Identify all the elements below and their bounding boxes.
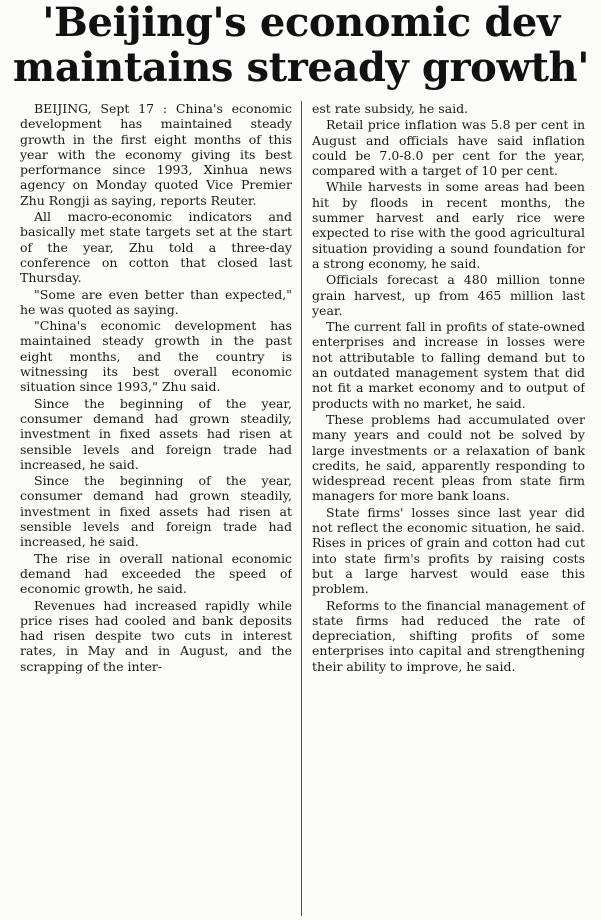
paragraph: BEIJING, Sept 17 : China's economic development has maintained steady growth in the first eight months of this year with the economy giving its best performance since 1993, Xinhua news agency on Monday quoted Vice Premier Zhu Rongji as saying, reports Reuter. [20, 101, 292, 208]
paragraph: Retail price inflation was 5.8 per cent in August and officials have said inflation could be 7.0-8.0 per cent for the year, compared with a target of 10 per cent. [312, 117, 585, 179]
column-divider [301, 101, 302, 916]
paragraph: The rise in overall national economic demand had exceeded the speed of economic growth, he said. [20, 550, 292, 597]
paragraph: Reforms to the financial management of state firms had reduced the rate of depreciation, shifting profits of some enterprises into capital and strengthening their ability to improve, he said. [312, 597, 585, 674]
paragraph: These problems had accumulated over many years and could not be solved by large investments or a relaxation of bank credits, he said, apparently responding to widespread recent pleas from state firm managers for more bank loans. [312, 411, 585, 504]
headline [6, 0, 596, 90]
paragraph: All macro-economic indicators and basically met state targets set at the start of the year, Zhu told a three-day conference on cotton that closed last Thursday. [20, 209, 292, 286]
paragraph: Officials forecast a 480 million tonne grain harvest, up from 465 million last year. [312, 272, 585, 318]
paragraph: "Some are even better than expected," he was quoted as saying. [20, 286, 292, 317]
paragraph: State firms' losses since last year did not reflect the economic situation, he said. Rises in prices of grain and cotton had cut into state firm's profits by raising costs but a large harvest would ease this problem. [312, 504, 585, 597]
paragraph-continuation: est rate subsidy, he said. [312, 101, 469, 116]
paragraph: While harvests in some areas had been hit by floods in recent months, the summer harvest and early rice were expected to rise with the good agricultural situation providing a sound foundation for a strong economy, he said. [312, 179, 585, 271]
right-column [312, 101, 585, 916]
paragraph: Revenues had increased rapidly while price rises had cooled and bank deposits had risen despite two cuts in interest rates, in May and in August, and the scrapping of the inter- [20, 597, 292, 674]
left-column [20, 101, 292, 916]
headline-line-2: maintains stready growth' [12, 44, 590, 91]
paragraph: The current fall in profits of state-owned enterprises and increase in losses were not attributable to falling demand but to an outdated management system that did not fit a market economy and to output of products with no market, he said. [312, 319, 585, 411]
headline-line-1: 'Beijing's economic dev [42, 0, 560, 46]
paragraph: Since the beginning of the year, consumer demand had grown steadily, investment in fixed assets had risen at sensible levels and foreign trade had increased, he said. [20, 473, 292, 550]
paragraph: "China's economic development has maintained steady growth in the past eight months, and the country is witnessing its best overall economic situation since 1993," Zhu said. [20, 318, 292, 395]
paragraph: Since the beginning of the year, consumer demand had grown steadily, investment in fixed assets had risen at sensible levels and foreign trade had increased, he said. [20, 395, 292, 472]
